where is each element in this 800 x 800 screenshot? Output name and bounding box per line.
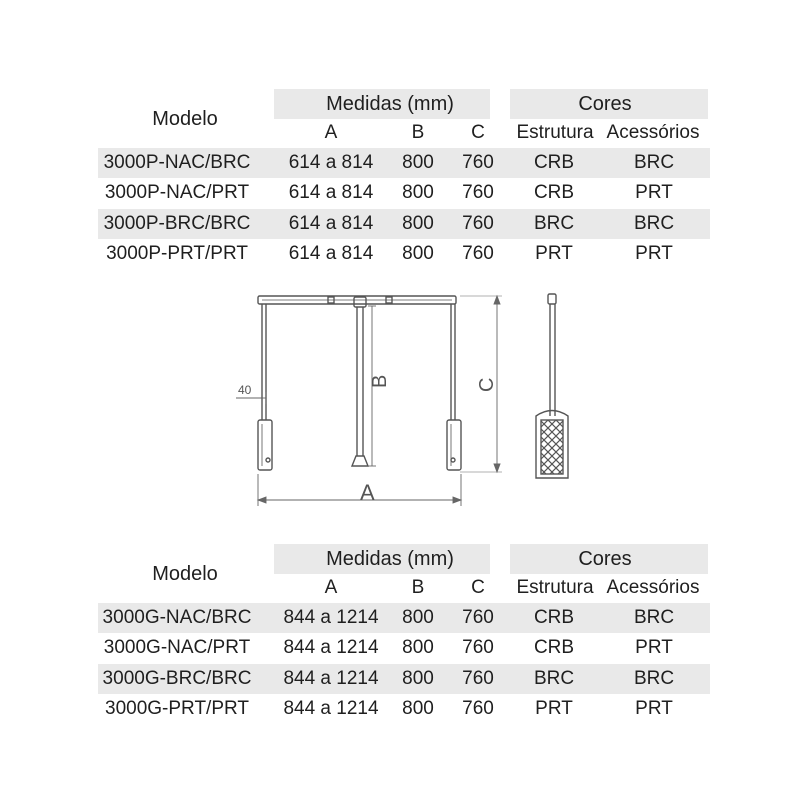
estrutura-header: Estrutura	[516, 577, 594, 598]
a-cell: 844 a 1214	[283, 607, 379, 628]
a-cell: 614 a 814	[288, 182, 374, 203]
c-cell: 760	[462, 243, 494, 264]
acessorios-cell: PRT	[635, 182, 673, 203]
spec-table-3000p	[0, 86, 800, 262]
estrutura-header: Estrutura	[516, 122, 594, 143]
a-cell: 614 a 814	[288, 152, 374, 173]
acessorios-header: Acessórios	[606, 577, 700, 598]
c-cell: 760	[462, 607, 494, 628]
b-cell: 800	[402, 243, 434, 264]
a-cell: 844 a 1214	[283, 668, 379, 689]
col-a-header: A	[324, 577, 338, 598]
spec-table-3000g	[0, 541, 800, 717]
dimension-40-label: 40	[238, 383, 252, 397]
a-cell: 844 a 1214	[283, 637, 379, 658]
estrutura-cell: PRT	[535, 243, 573, 264]
modelo-cell: 3000G-NAC/PRT	[103, 637, 251, 658]
acessorios-header: Acessórios	[606, 122, 700, 143]
modelo-header: Modelo	[152, 108, 218, 130]
col-a-header: A	[324, 122, 338, 143]
cores-header: Cores	[578, 93, 632, 115]
acessorios-cell: PRT	[635, 698, 673, 719]
estrutura-cell: PRT	[535, 698, 573, 719]
dimension-b-label: B	[369, 374, 391, 388]
b-cell: 800	[402, 213, 434, 234]
c-cell: 760	[462, 668, 494, 689]
acessorios-cell: PRT	[635, 243, 673, 264]
modelo-header: Modelo	[152, 563, 218, 585]
acessorios-cell: BRC	[633, 213, 675, 234]
c-cell: 760	[462, 698, 494, 719]
col-b-header: B	[411, 122, 425, 143]
a-cell: 614 a 814	[288, 213, 374, 234]
b-cell: 800	[402, 668, 434, 689]
estrutura-cell: CRB	[533, 182, 575, 203]
medidas-header: Medidas (mm)	[326, 548, 454, 570]
b-cell: 800	[402, 637, 434, 658]
b-cell: 800	[402, 607, 434, 628]
dimension-a-label: A	[360, 480, 375, 505]
side-view	[536, 294, 568, 478]
cores-header: Cores	[578, 548, 632, 570]
acessorios-cell: BRC	[633, 607, 675, 628]
acessorios-cell: BRC	[633, 668, 675, 689]
b-cell: 800	[402, 152, 434, 173]
modelo-cell: 3000G-BRC/BRC	[102, 668, 252, 689]
medidas-header: Medidas (mm)	[326, 93, 454, 115]
col-c-header: C	[471, 122, 485, 143]
col-b-header: B	[411, 577, 425, 598]
col-c-header: C	[471, 577, 485, 598]
estrutura-cell: CRB	[533, 152, 575, 173]
c-cell: 760	[462, 182, 494, 203]
acessorios-cell: BRC	[633, 152, 675, 173]
modelo-cell: 3000P-BRC/BRC	[103, 213, 251, 234]
b-cell: 800	[402, 698, 434, 719]
c-cell: 760	[462, 637, 494, 658]
modelo-cell: 3000G-PRT/PRT	[105, 698, 249, 719]
estrutura-cell: BRC	[533, 213, 575, 234]
estrutura-cell: BRC	[533, 668, 575, 689]
c-cell: 760	[462, 213, 494, 234]
modelo-cell: 3000P-PRT/PRT	[106, 243, 248, 264]
estrutura-cell: CRB	[533, 607, 575, 628]
acessorios-cell: PRT	[635, 637, 673, 658]
estrutura-cell: CRB	[533, 637, 575, 658]
modelo-cell: 3000G-NAC/BRC	[102, 607, 252, 628]
a-cell: 844 a 1214	[283, 698, 379, 719]
modelo-cell: 3000P-NAC/PRT	[104, 182, 250, 203]
a-cell: 614 a 814	[288, 243, 374, 264]
front-view	[258, 296, 461, 470]
dimension-c-label: C	[476, 377, 498, 392]
dimension-lines	[236, 296, 502, 506]
b-cell: 800	[402, 182, 434, 203]
modelo-cell: 3000P-NAC/BRC	[103, 152, 251, 173]
c-cell: 760	[462, 152, 494, 173]
